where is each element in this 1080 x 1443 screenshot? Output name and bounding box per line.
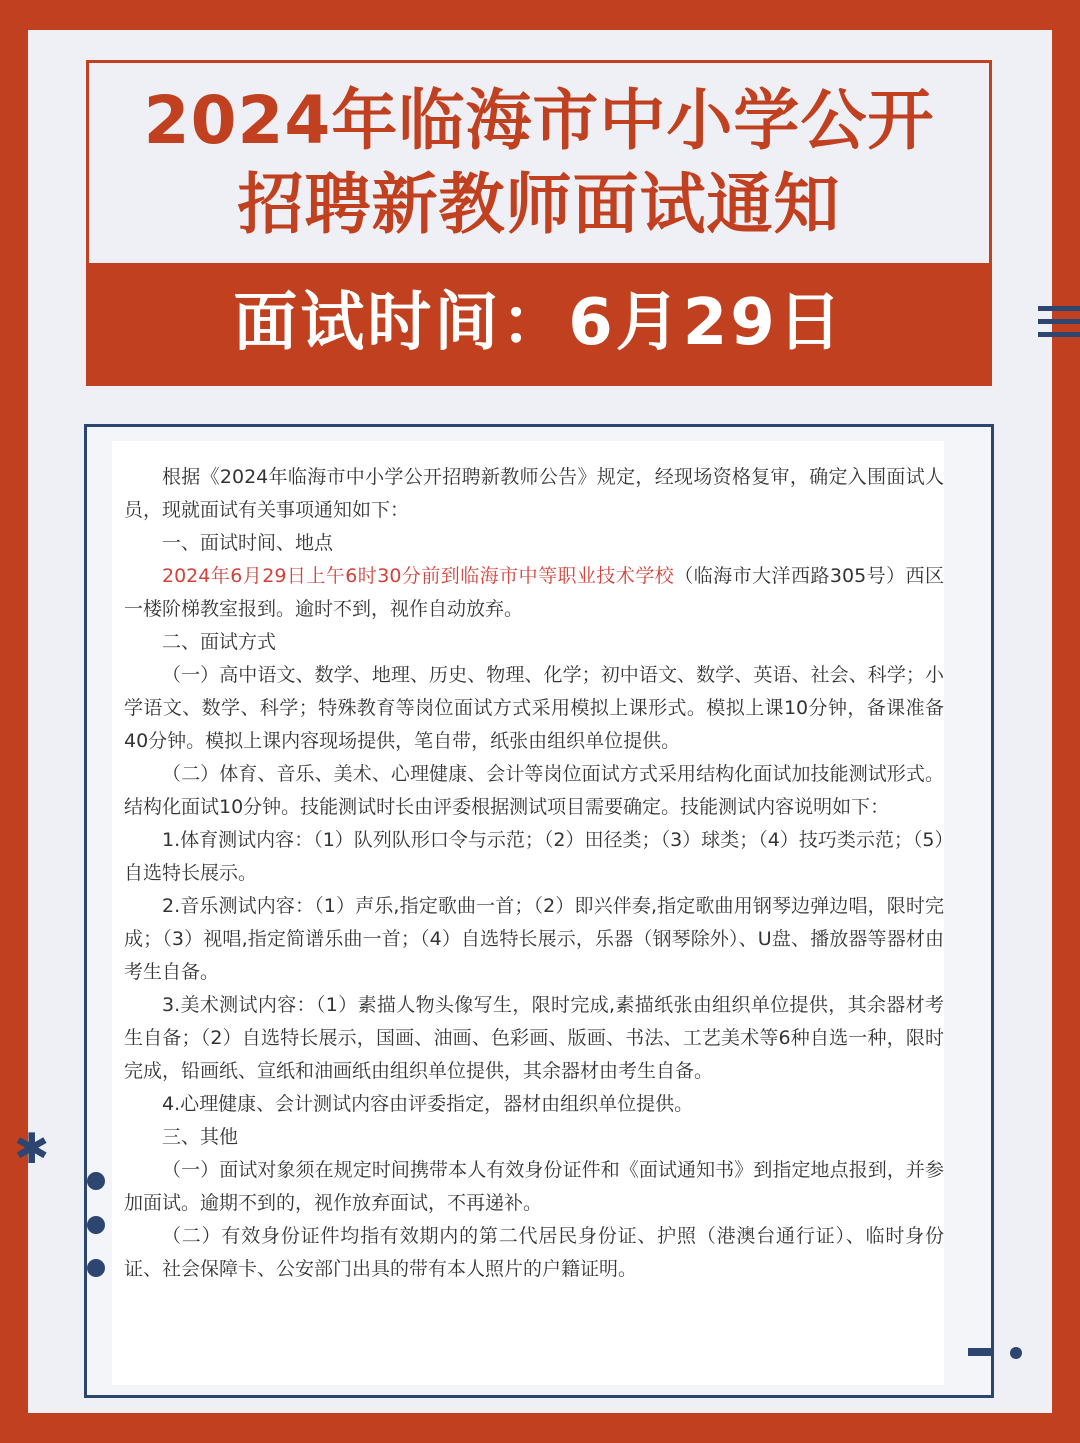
section-1-heading: 一、面试时间、地点 — [162, 532, 334, 554]
section-2-paragraph-1: （一）高中语文、数学、地理、历史、物理、化学；初中语文、数学、英语、社会、科学；小学语文、数学、科学；特殊教育等岗位面试方式采用模拟上课形式。模拟上课10分钟，备课准备40分钟。模拟上课内容现场提供，笔自带，纸张由组织单位提供。 — [124, 664, 944, 752]
dash-decoration — [968, 1348, 992, 1356]
psych-accounting-test-item: 4.心理健康、会计测试内容由评委指定，器材由组织单位提供。 — [162, 1093, 694, 1115]
dot-decoration-icon — [87, 1216, 105, 1234]
star-decoration-icon: ✱ — [14, 1124, 50, 1173]
title-line-1: 2024年临海市中小学公开 — [143, 82, 935, 159]
music-test-item: 2.音乐测试内容：（1）声乐,指定歌曲一首；（2）即兴伴奏,指定歌曲用钢琴边弹边唱，限时完成；（3）视唱,指定简谱乐曲一首；（4）自选特长展示，乐器（钢琴除外）、U盘、播放器等器材由考生自备。 — [124, 895, 944, 983]
notice-text — [124, 461, 944, 1286]
stripes-decoration — [1038, 306, 1080, 345]
dot-decoration-icon — [87, 1259, 105, 1277]
section-3-paragraph-1: （一）面试对象须在规定时间携带本人有效身份证件和《面试通知书》到指定地点报到，并参加面试。逾期不到的，视作放弃面试，不再递补。 — [124, 1159, 944, 1214]
notice-document-frame — [84, 424, 994, 1398]
section-2-paragraph-2: （二）体育、音乐、美术、心理健康、会计等岗位面试方式采用结构化面试加技能测试形式。结构化面试10分钟。技能测试时长由评委根据测试项目需要确定。技能测试内容说明如下： — [124, 763, 944, 818]
title-line-2: 招聘新教师面试通知 — [237, 166, 841, 243]
dot-decoration-icon — [1010, 1347, 1022, 1359]
time-location-highlight: 2024年6月29日上午6时30分前到临海市中等职业技术学校 — [162, 565, 675, 587]
title-box — [86, 60, 992, 386]
pe-test-item: 1.体育测试内容：（1）队列队形口令与示范；（2）田径类；（3）球类；（4）技巧类示范；（5）自选特长展示。 — [124, 829, 944, 884]
dot-decoration-icon — [87, 1172, 105, 1190]
interview-date-banner: 面试时间：6月29日 — [89, 263, 989, 383]
section-1-paragraph — [124, 560, 944, 626]
section-2-heading: 二、面试方式 — [162, 631, 277, 653]
location-detail: （临海市大洋西路305号）西区一楼阶梯教室报到。逾时不到，视作自动放弃。 — [124, 565, 944, 620]
page-title — [89, 79, 989, 247]
intro-paragraph: 根据《2024年临海市中小学公开招聘新教师公告》规定，经现场资格复审，确定入围面试人员，现就面试有关事项通知如下： — [124, 466, 944, 521]
art-test-item: 3.美术测试内容：（1）素描人物头像写生，限时完成,素描纸张由组织单位提供，其余器材考生自备；（2）自选特长展示，国画、油画、色彩画、版画、书法、工艺美术等6种自选一种，限时完成，铅画纸、宣纸和油画纸由组织单位提供，其余器材由考生自备。 — [124, 994, 944, 1082]
section-3-heading: 三、其他 — [162, 1126, 239, 1148]
notice-document — [112, 441, 944, 1385]
section-3-paragraph-2: （二）有效身份证件均指有效期内的第二代居民身份证、护照（港澳台通行证）、临时身份证、社会保障卡、公安部门出具的带有本人照片的户籍证明。 — [124, 1225, 944, 1280]
